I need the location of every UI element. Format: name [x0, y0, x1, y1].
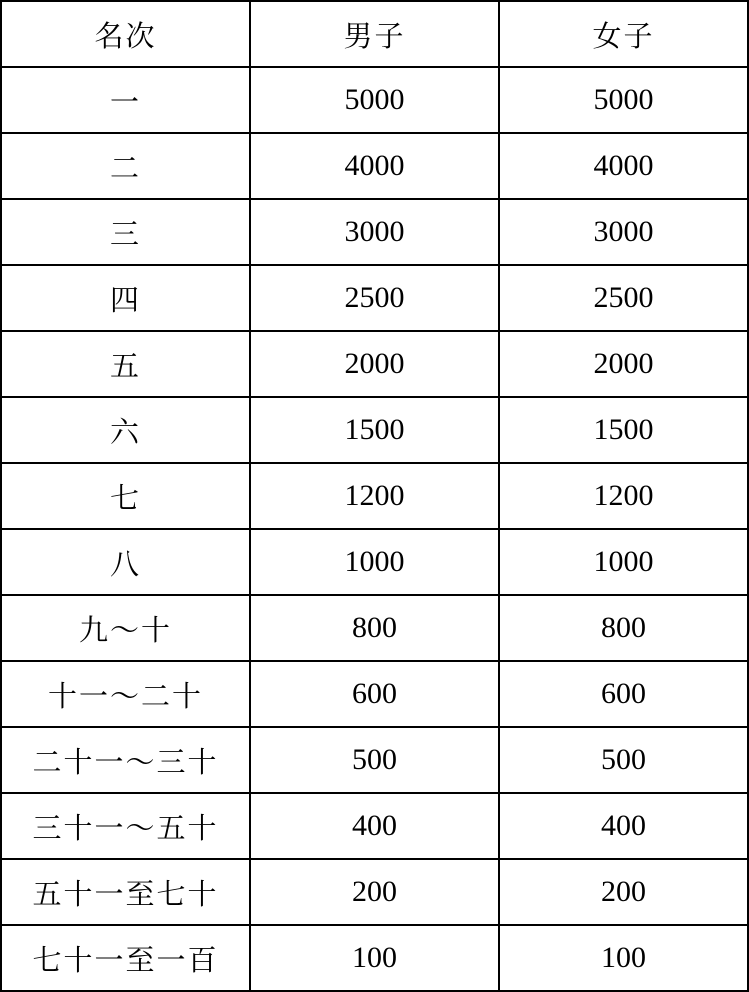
- male-cell: 500: [250, 727, 499, 793]
- female-cell: 5000: [499, 67, 748, 133]
- rank-cell: 一: [1, 67, 250, 133]
- female-cell: 800: [499, 595, 748, 661]
- male-cell: 100: [250, 925, 499, 991]
- header-rank: 名次: [1, 1, 250, 67]
- rank-cell: 二: [1, 133, 250, 199]
- male-cell: 2500: [250, 265, 499, 331]
- table-row: [1, 925, 748, 991]
- rank-cell: 二十一～三十: [1, 727, 250, 793]
- table-row: [1, 661, 748, 727]
- rank-cell: 七十一至一百: [1, 925, 250, 991]
- header-female: 女子: [499, 1, 748, 67]
- table-row: [1, 727, 748, 793]
- male-cell: 1200: [250, 463, 499, 529]
- table-row: [1, 265, 748, 331]
- female-cell: 3000: [499, 199, 748, 265]
- rank-cell: 十一～二十: [1, 661, 250, 727]
- female-cell: 500: [499, 727, 748, 793]
- male-cell: 800: [250, 595, 499, 661]
- rank-cell: 四: [1, 265, 250, 331]
- female-cell: 200: [499, 859, 748, 925]
- female-cell: 400: [499, 793, 748, 859]
- male-cell: 3000: [250, 199, 499, 265]
- table-row: [1, 67, 748, 133]
- table-row: [1, 529, 748, 595]
- male-cell: 1000: [250, 529, 499, 595]
- table-header-row: [1, 1, 748, 67]
- male-cell: 5000: [250, 67, 499, 133]
- table-row: [1, 463, 748, 529]
- male-cell: 400: [250, 793, 499, 859]
- male-cell: 200: [250, 859, 499, 925]
- rank-cell: 七: [1, 463, 250, 529]
- rank-cell: 三: [1, 199, 250, 265]
- table-row: [1, 331, 748, 397]
- female-cell: 1200: [499, 463, 748, 529]
- female-cell: 100: [499, 925, 748, 991]
- female-cell: 1500: [499, 397, 748, 463]
- table-row: [1, 397, 748, 463]
- header-male: 男子: [250, 1, 499, 67]
- female-cell: 2500: [499, 265, 748, 331]
- female-cell: 4000: [499, 133, 748, 199]
- female-cell: 600: [499, 661, 748, 727]
- table-row: [1, 133, 748, 199]
- table-row: [1, 595, 748, 661]
- male-cell: 1500: [250, 397, 499, 463]
- table-row: [1, 859, 748, 925]
- male-cell: 600: [250, 661, 499, 727]
- female-cell: 2000: [499, 331, 748, 397]
- table-row: [1, 199, 748, 265]
- female-cell: 1000: [499, 529, 748, 595]
- rank-cell: 五十一至七十: [1, 859, 250, 925]
- rank-cell: 五: [1, 331, 250, 397]
- rank-cell: 六: [1, 397, 250, 463]
- table-row: [1, 793, 748, 859]
- rank-cell: 九～十: [1, 595, 250, 661]
- rank-cell: 八: [1, 529, 250, 595]
- male-cell: 2000: [250, 331, 499, 397]
- rank-cell: 三十一～五十: [1, 793, 250, 859]
- male-cell: 4000: [250, 133, 499, 199]
